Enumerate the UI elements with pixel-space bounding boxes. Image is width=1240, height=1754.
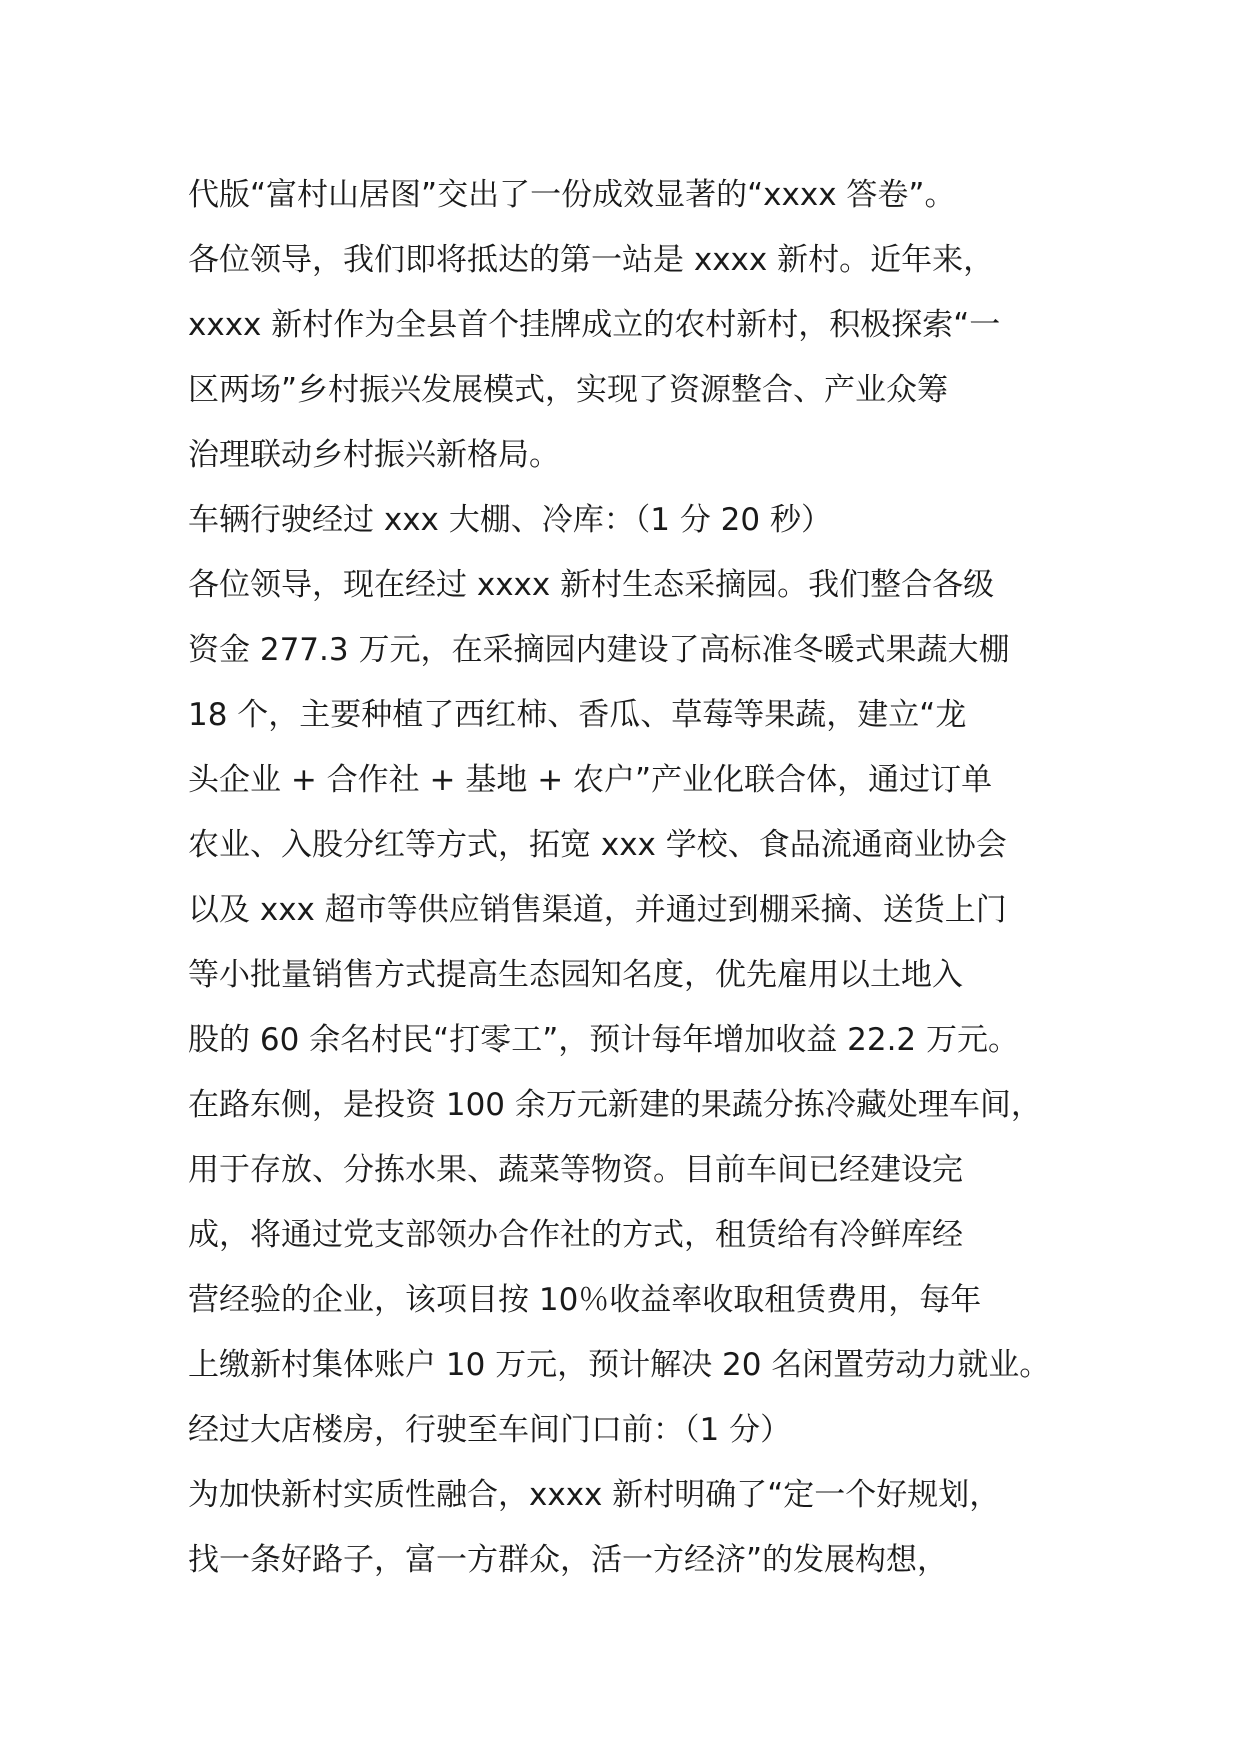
text-line: 为加快新村实质性融合，xxxx 新村明确了“定一个好规划， xyxy=(188,1477,1001,1513)
text-line: 股的 60 余名村民“打零工”，预计每年增加收益 22.2 万元。 xyxy=(188,1022,1020,1058)
text-line: 在路东侧，是投资 100 余万元新建的果蔬分拣冷藏处理车间， xyxy=(188,1087,1042,1123)
section-heading-line: 经过大店楼房，行驶至车间门口前：（1 分） xyxy=(188,1412,792,1448)
text-line: 各位领导，我们即将抵达的第一站是 xxxx 新村。近年来， xyxy=(188,242,995,278)
text-line: xxxx 新村作为全县首个挂牌成立的农村新村，积极探索“一 xyxy=(188,307,1001,343)
text-line: 头企业 + 合作社 + 基地 + 农户”产业化联合体，通过订单 xyxy=(188,762,993,798)
text-line: 上缴新村集体账户 10 万元，预计解决 20 名闲置劳动力就业。 xyxy=(188,1347,1051,1383)
text-line: 用于存放、分拣水果、蔬菜等物资。目前车间已经建设完 xyxy=(188,1152,963,1188)
section-heading-line: 车辆行驶经过 xxx 大棚、冷库：（1 分 20 秒） xyxy=(188,502,832,538)
text-line: 成，将通过党支部领办合作社的方式，租赁给有冷鲜库经 xyxy=(188,1217,963,1253)
text-line: 18 个，主要种植了西红柿、香瓜、草莓等果蔬，建立“龙 xyxy=(188,697,967,733)
text-line: 区两场”乡村振兴发展模式，实现了资源整合、产业众筹 xyxy=(188,372,949,408)
text-line: 等小批量销售方式提高生态园知名度，优先雇用以土地入 xyxy=(188,957,963,993)
text-line: 治理联动乡村振兴新格局。 xyxy=(188,437,560,473)
text-line: 代版“富村山居图”交出了一份成效显著的“xxxx 答卷”。 xyxy=(188,177,956,213)
text-line: 资金 277.3 万元，在采摘园内建设了高标准冬暖式果蔬大棚 xyxy=(188,632,1010,668)
text-line: 以及 xxx 超市等供应销售渠道，并通过到棚采摘、送货上门 xyxy=(188,892,1007,928)
text-line: 找一条好路子，富一方群众，活一方经济”的发展构想， xyxy=(188,1542,949,1578)
document-body xyxy=(188,163,1088,1593)
text-line: 营经验的企业，该项目按 10％收益率收取租赁费用，每年 xyxy=(188,1282,982,1318)
text-line: 各位领导，现在经过 xxxx 新村生态采摘园。我们整合各级 xyxy=(188,567,995,603)
text-line: 农业、入股分红等方式，拓宽 xxx 学校、食品流通商业协会 xyxy=(188,827,1007,863)
